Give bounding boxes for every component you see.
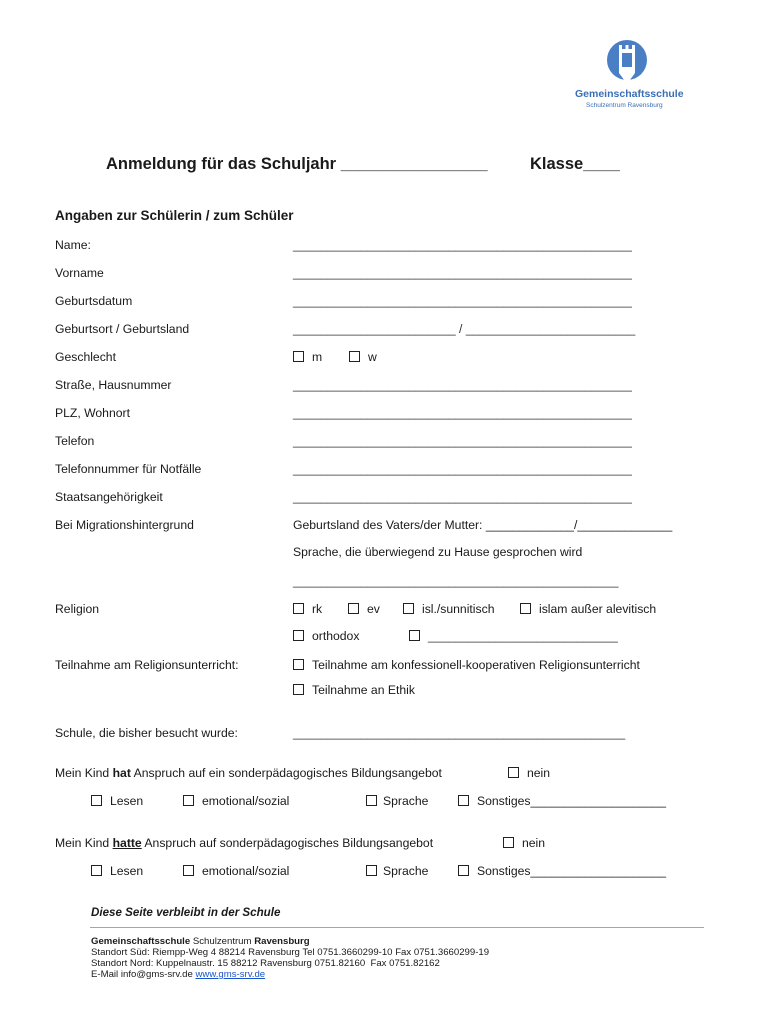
label-name: Name: (55, 238, 91, 252)
form-title: Anmeldung für das Schuljahr ________________ (106, 155, 488, 173)
option-hat-lesen: Lesen (110, 794, 144, 808)
sprache-field[interactable]: ________________________________________________ (293, 574, 619, 588)
checkbox-hatte-lesen[interactable] (91, 865, 102, 876)
checkbox-koop[interactable] (293, 659, 304, 670)
option-hatte-lesen: Lesen (110, 864, 144, 878)
option-hat-sprache: Sprache (383, 794, 429, 808)
checkbox-ev[interactable] (348, 603, 359, 614)
logo-name: Gemeinschaftsschule (575, 88, 684, 100)
checkbox-m[interactable] (293, 351, 304, 362)
checkbox-ethik[interactable] (293, 684, 304, 695)
footer-school (91, 936, 310, 947)
footer-sued: Standort Süd: Riempp-Weg 4 88214 Ravensburg Tel 0751.3660299-10 Fax 0751.3660299-19 (91, 947, 490, 958)
logo-emblem-icon (604, 38, 650, 86)
sprache-label: Sprache, die überwiegend zu Hause gesprochen wird (293, 545, 583, 559)
geburtsort-field[interactable]: ________________________ / _________________________ (293, 322, 636, 336)
option-isl: isl./sunnitisch (422, 602, 495, 616)
label-geschlecht: Geschlecht (55, 350, 116, 364)
checkbox-rk[interactable] (293, 603, 304, 614)
name-field[interactable]: __________________________________________________ (293, 238, 632, 252)
option-hatte-sonstiges[interactable]: Sonstiges____________________ (477, 864, 667, 878)
anspruch-hatte-key: hatte (112, 836, 142, 850)
footer-divider (90, 927, 704, 928)
option-hatte-sprache: Sprache (383, 864, 429, 878)
label-geburtsdatum: Geburtsdatum (55, 294, 133, 308)
anspruch-hat-key: hat (112, 766, 131, 780)
telefon-field[interactable]: __________________________________________________ (293, 434, 632, 448)
label-telefon: Telefon (55, 434, 95, 448)
logo-subtitle: Schulzentrum Ravensburg (586, 102, 663, 109)
footer-school-city: Ravensburg (254, 936, 310, 947)
label-religionsunterricht: Teilnahme am Religionsunterricht: (55, 658, 239, 672)
checkbox-hat-emotional[interactable] (183, 795, 194, 806)
label-schule: Schule, die bisher besucht wurde: (55, 726, 238, 740)
anspruch-hatte-text (55, 836, 433, 850)
checkbox-w[interactable] (349, 351, 360, 362)
anspruch-hatte-pre: Mein Kind (55, 836, 113, 850)
checkbox-hat-nein[interactable] (508, 767, 519, 778)
checkbox-hatte-emotional[interactable] (183, 865, 194, 876)
checkbox-hatte-nein[interactable] (503, 837, 514, 848)
option-alevit: islam außer alevitisch (539, 602, 657, 616)
label-migration: Bei Migrationshintergrund (55, 518, 194, 532)
option-koop: Teilnahme am konfessionell-kooperativen Religionsunterricht (312, 658, 640, 672)
geburtsland-field[interactable]: Geburtsland des Vaters/der Mutter: _____________/______________ (293, 518, 673, 532)
anspruch-hatte-post: Anspruch auf sonderpädagogisches Bildungsangebot (141, 836, 434, 850)
option-hat-sonstiges[interactable]: Sonstiges____________________ (477, 794, 667, 808)
checkbox-isl[interactable] (403, 603, 414, 614)
footer-school-name: Gemeinschaftsschule (91, 936, 191, 947)
footer-email: E-Mail info@gms-srv.de (91, 969, 196, 980)
option-w: w (368, 350, 377, 364)
plz-field[interactable]: __________________________________________________ (293, 406, 632, 420)
checkbox-orthodox[interactable] (293, 630, 304, 641)
checkbox-other-religion[interactable] (409, 630, 420, 641)
school-logo (560, 28, 700, 120)
retention-note: Diese Seite verbleibt in der Schule (91, 906, 281, 919)
footer-school-mid: Schulzentrum (190, 936, 255, 947)
checkbox-hat-sonstiges[interactable] (458, 795, 469, 806)
strasse-field[interactable]: __________________________________________________ (293, 378, 632, 392)
website-link[interactable]: www.gms-srv.de (195, 969, 266, 980)
schule-field[interactable]: _________________________________________________ (293, 726, 626, 740)
notfall-field[interactable]: __________________________________________________ (293, 462, 632, 476)
option-hatte-nein: nein (522, 836, 546, 850)
checkbox-hatte-sprache[interactable] (366, 865, 377, 876)
geburtsdatum-field[interactable]: __________________________________________________ (293, 294, 632, 308)
option-ev: ev (367, 602, 380, 616)
footer-contact (91, 969, 265, 980)
label-plz: PLZ, Wohnort (55, 406, 130, 420)
option-hatte-emotional: emotional/sozial (202, 864, 290, 878)
label-notfall: Telefonnummer für Notfälle (55, 462, 202, 476)
checkbox-hat-sprache[interactable] (366, 795, 377, 806)
label-religion: Religion (55, 602, 100, 616)
label-strasse: Straße, Hausnummer (55, 378, 172, 392)
option-rk: rk (312, 602, 323, 616)
checkbox-hat-lesen[interactable] (91, 795, 102, 806)
section-title: Angaben zur Schülerin / zum Schüler (55, 208, 294, 223)
other-religion-field[interactable]: ____________________________ (428, 629, 618, 643)
anspruch-hat-text (55, 766, 442, 780)
class-field[interactable]: Klasse____ (530, 155, 620, 173)
option-m: m (312, 350, 323, 364)
option-hat-emotional: emotional/sozial (202, 794, 290, 808)
checkbox-hatte-sonstiges[interactable] (458, 865, 469, 876)
checkbox-alevit[interactable] (520, 603, 531, 614)
label-staatsangehoerigkeit: Staatsangehörigkeit (55, 490, 163, 504)
label-vorname: Vorname (55, 266, 104, 280)
footer-nord: Standort Nord: Kuppelnaustr. 15 88212 Ravensburg 0751.82160 Fax 0751.82162 (91, 958, 440, 969)
option-hat-nein: nein (527, 766, 551, 780)
vorname-field[interactable]: __________________________________________________ (293, 266, 632, 280)
staatsangehoerigkeit-field[interactable]: __________________________________________________ (293, 490, 632, 504)
option-orthodox: orthodox (312, 629, 360, 643)
option-ethik: Teilnahme an Ethik (312, 683, 415, 697)
anspruch-hat-post: Anspruch auf ein sonderpädagogisches Bildungsangebot (130, 766, 442, 780)
anspruch-hat-pre: Mein Kind (55, 766, 113, 780)
label-geburtsort: Geburtsort / Geburtsland (55, 322, 190, 336)
